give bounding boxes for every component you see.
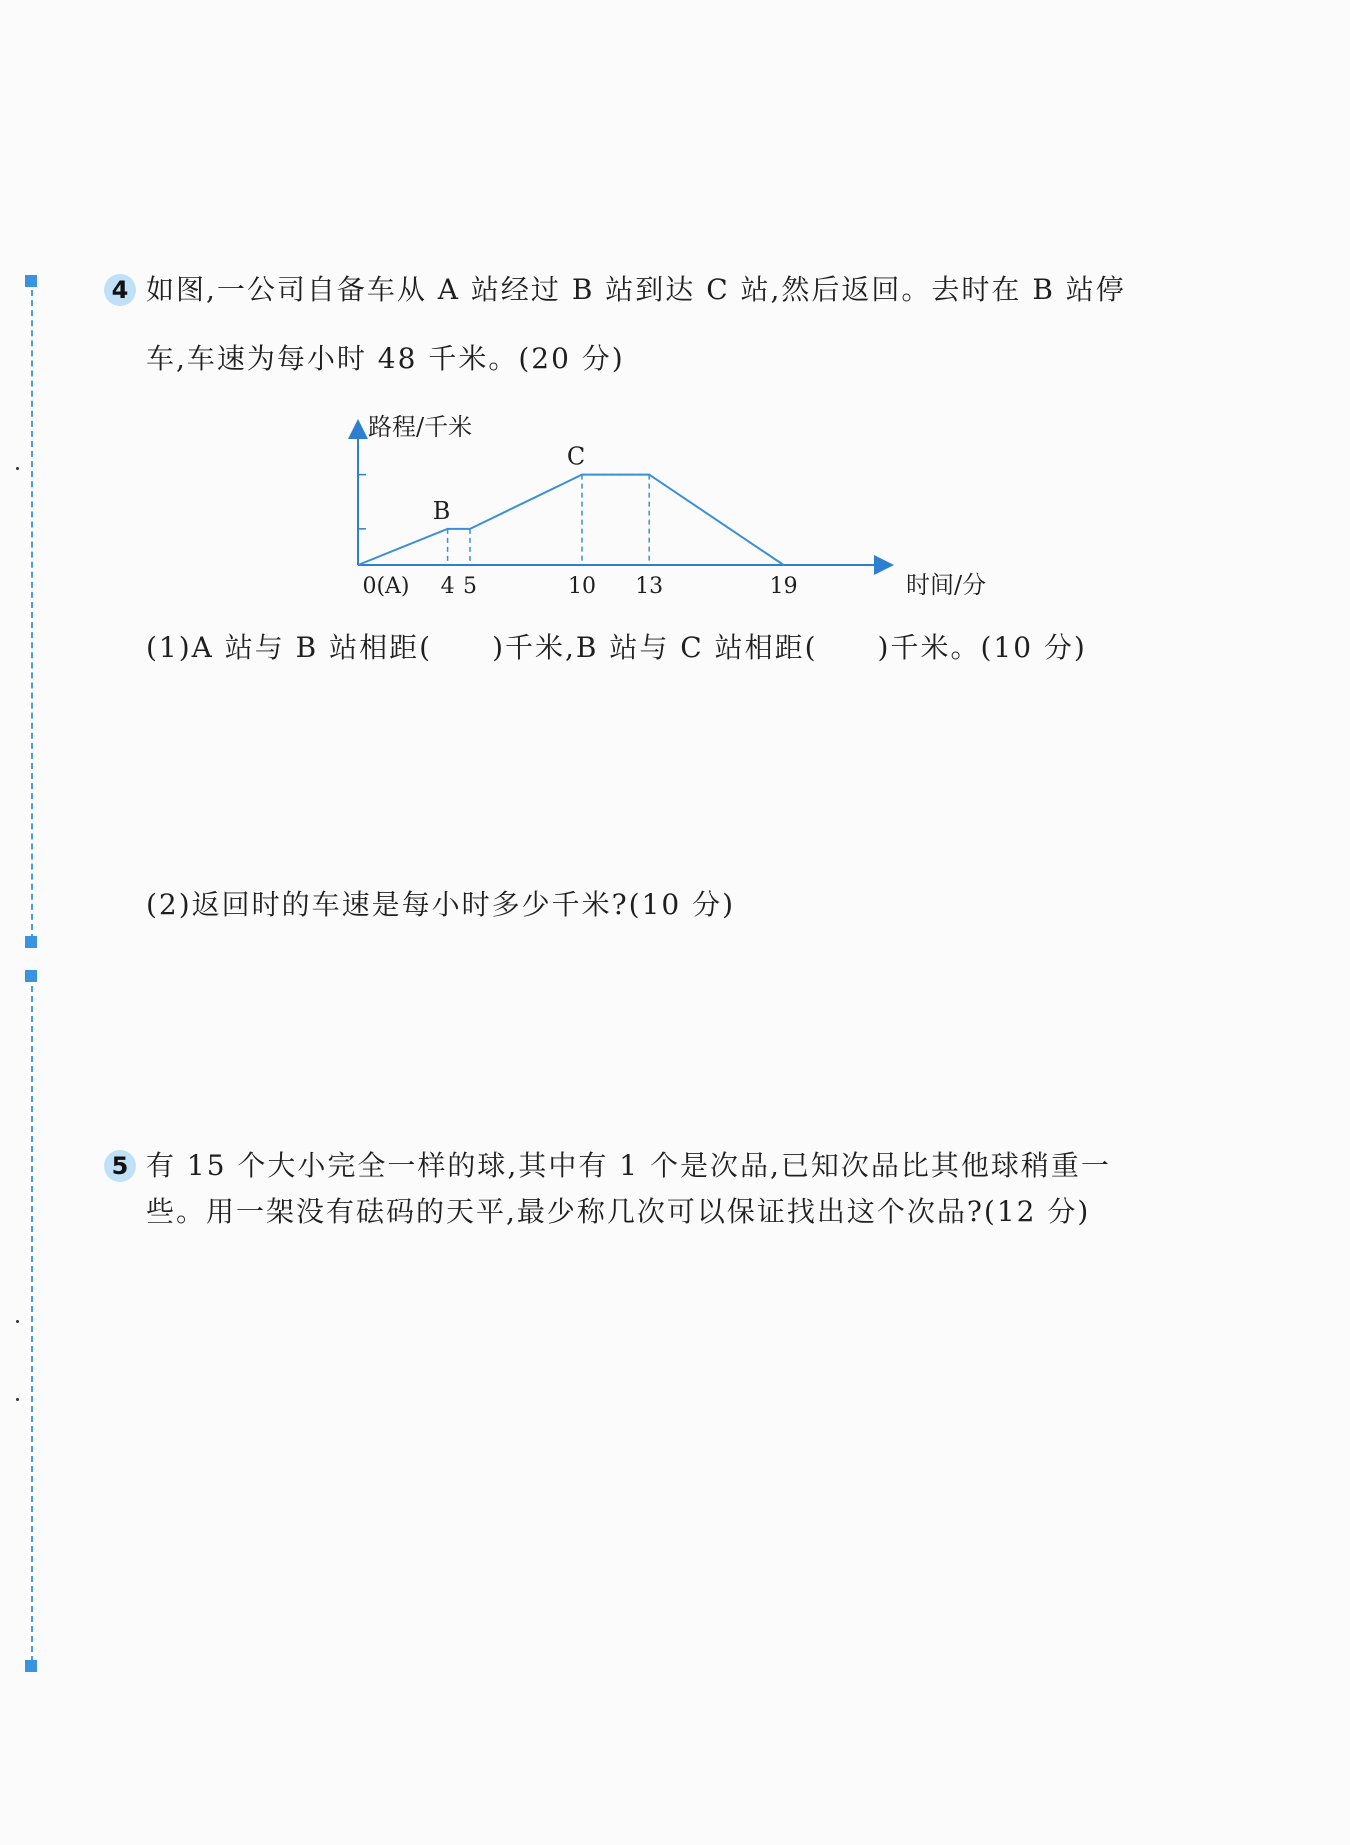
margin-dot xyxy=(16,1320,19,1323)
question-4-part2: (2)返回时的车速是每小时多少千米?(10 分) xyxy=(146,888,736,921)
margin-dashed-line xyxy=(31,290,33,940)
question-4-part1: (1)A 站与 B 站相距( )千米,B 站与 C 站相距( )千米。(10 分) xyxy=(146,631,1087,664)
question-5-badge: 5 xyxy=(104,1150,136,1182)
margin-marker xyxy=(25,275,37,287)
question-4-stem-line2: 车,车速为每小时 48 千米。(20 分) xyxy=(146,342,625,375)
margin-dot xyxy=(16,467,19,470)
margin-marker xyxy=(25,1660,37,1672)
margin-marker xyxy=(25,936,37,948)
x-tick-label: 5 xyxy=(463,574,477,599)
x-tick-label: 0(A) xyxy=(362,574,410,599)
route-line xyxy=(358,475,784,565)
x-tick-label: 4 xyxy=(440,574,455,599)
margin-dashed-line xyxy=(31,986,33,1662)
x-axis-label: 时间/分 xyxy=(906,571,987,599)
margin-marker xyxy=(25,970,37,982)
question-4-badge: 4 xyxy=(104,274,136,306)
x-tick-label: 19 xyxy=(769,574,798,599)
question-5-stem-line1: 有 15 个大小完全一样的球,其中有 1 个是次品,已知次品比其他球稍重一 xyxy=(146,1149,1111,1182)
distance-time-chart xyxy=(330,405,1010,605)
y-axis-label: 路程/千米 xyxy=(368,413,473,441)
question-5-stem-line2: 些。用一架没有砝码的天平,最少称几次可以保证找出这个次品?(12 分) xyxy=(146,1195,1091,1228)
question-4-stem-line1: 如图,一公司自备车从 A 站经过 B 站到达 C 站,然后返回。去时在 B 站停 xyxy=(146,273,1126,306)
x-tick-label: 13 xyxy=(635,574,664,599)
point-label-C: C xyxy=(566,442,586,471)
point-label-B: B xyxy=(432,496,451,525)
x-tick-label: 10 xyxy=(568,574,596,599)
margin-dot xyxy=(16,1398,19,1401)
